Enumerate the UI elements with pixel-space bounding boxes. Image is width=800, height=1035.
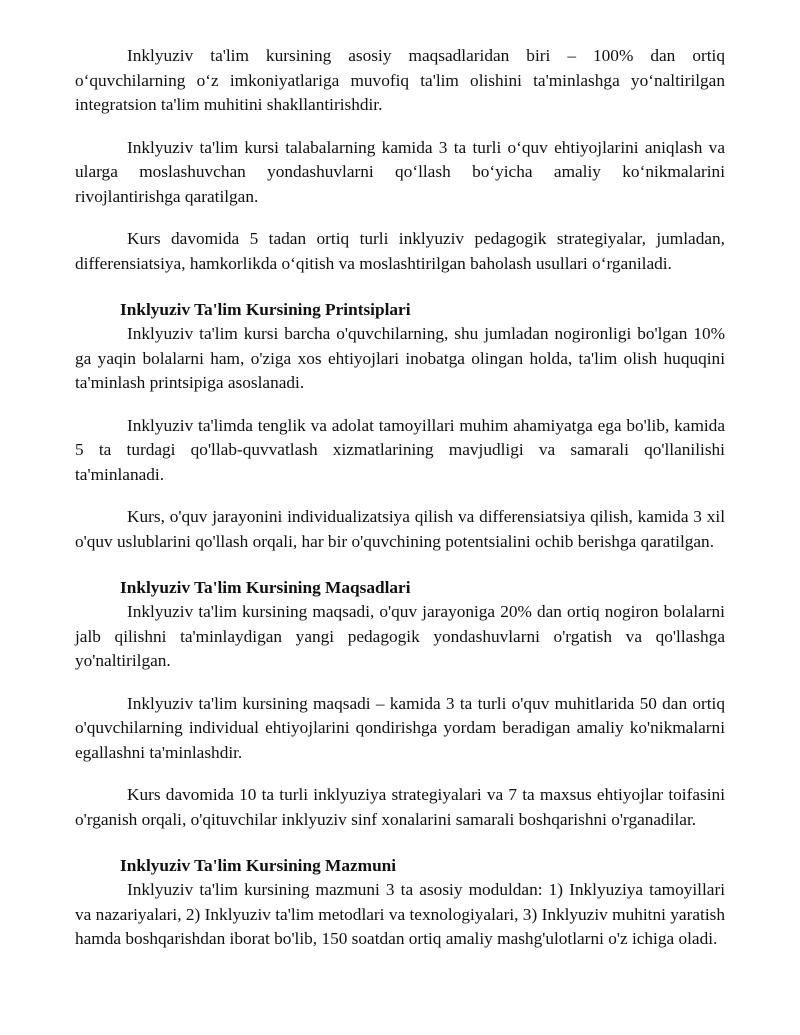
maqsadlari-paragraph-1: Inklyuziv ta'lim kursining maqsadi, o'quv jarayoniga 20% dan ortiq nogiron bolalarni jalb qilishni ta'minlaydigan yangi pedagogik yondashuvlarni o'rgatish va qo'llashga yo'naltirilgan. <box>75 602 725 670</box>
intro-paragraph-3: Kurs davomida 5 tadan ortiq turli inklyuziv pedagogik strategiyalar, jumladan, differensiatsiya, hamkorlikda o‘qitish va moslashtirilgan baholash usullari o‘rganiladi. <box>75 229 725 273</box>
maqsadlari-paragraph-2: Inklyuziv ta'lim kursining maqsadi – kamida 3 ta turli o'quv muhitlarida 50 dan ortiq o'quvchilarning individual ehtiyojlarini qondirishga yordam beradigan amaliy ko'nikmalarni egallashni ta'minlashdir. <box>75 693 725 762</box>
document-page <box>75 44 725 952</box>
section-heading-printsiplari: Inklyuziv Ta'lim Kursining Printsiplari <box>120 300 411 319</box>
mazmuni-paragraph-1: Inklyuziv ta'lim kursining mazmuni 3 ta asosiy moduldan: 1) Inklyuziya tamoyillari va nazariyalari, 2) Inklyuziv ta'lim metodlari va texnologiyalari, 3) Inklyuziv muhitni yaratish hamda boshqarishdan iborat bo'lib, 150 soatdan ortiq amaliy mashg'ulotlarni o'z ichiga oladi. <box>75 880 725 948</box>
section-heading-maqsadlari: Inklyuziv Ta'lim Kursining Maqsadlari <box>120 578 411 597</box>
printsiplari-paragraph-3: Kurs, o'quv jarayonini individualizatsiya qilish va differensiatsiya qilish, kamida 3 xil o'quv uslublarini qo'llash orqali, har bir o'quvchining potentsialini ochib berishga qaratilgan. <box>75 507 725 551</box>
printsiplari-paragraph-2: Inklyuziv ta'limda tenglik va adolat tamoyillari muhim ahamiyatga ega bo'lib, kamida 5 ta turdagi qo'llab-quvvatlash xizmatlarining mavjudligi va samarali qo'llanilishi ta'minlanadi. <box>75 415 725 484</box>
intro-paragraph-1: Inklyuziv ta'lim kursining asosiy maqsadlaridan biri – 100% dan ortiq o‘quvchilarning o‘z imkoniyatlariga muvofiq ta'lim olishini ta'minlashga yo‘naltirilgan integratsion ta'lim muhitini shakllantirishdir. <box>75 46 725 114</box>
intro-paragraph-2: Inklyuziv ta'lim kursi talabalarning kamida 3 ta turli o‘quv ehtiyojlarini aniqlash va ularga moslashuvchan yondashuvlarni qo‘llash bo‘yicha amaliy ko‘nikmalarini rivojlantirishga qaratilgan. <box>75 137 725 206</box>
section-heading-mazmuni: Inklyuziv Ta'lim Kursining Mazmuni <box>120 856 397 875</box>
maqsadlari-paragraph-3: Kurs davomida 10 ta turli inklyuziya strategiyalari va 7 ta maxsus ehtiyojlar toifasini o'rganish orqali, o'qituvchilar inklyuziv sinf xonalarini samarali boshqarishni o'rganadilar. <box>75 785 725 829</box>
printsiplari-paragraph-1: Inklyuziv ta'lim kursi barcha o'quvchilarning, shu jumladan nogironligi bo'lgan 10% ga yaqin bolalarni ham, o'ziga xos ehtiyojlari inobatga olingan holda, ta'lim olish huquqini ta'minlash printsipiga asoslanadi. <box>75 324 725 392</box>
